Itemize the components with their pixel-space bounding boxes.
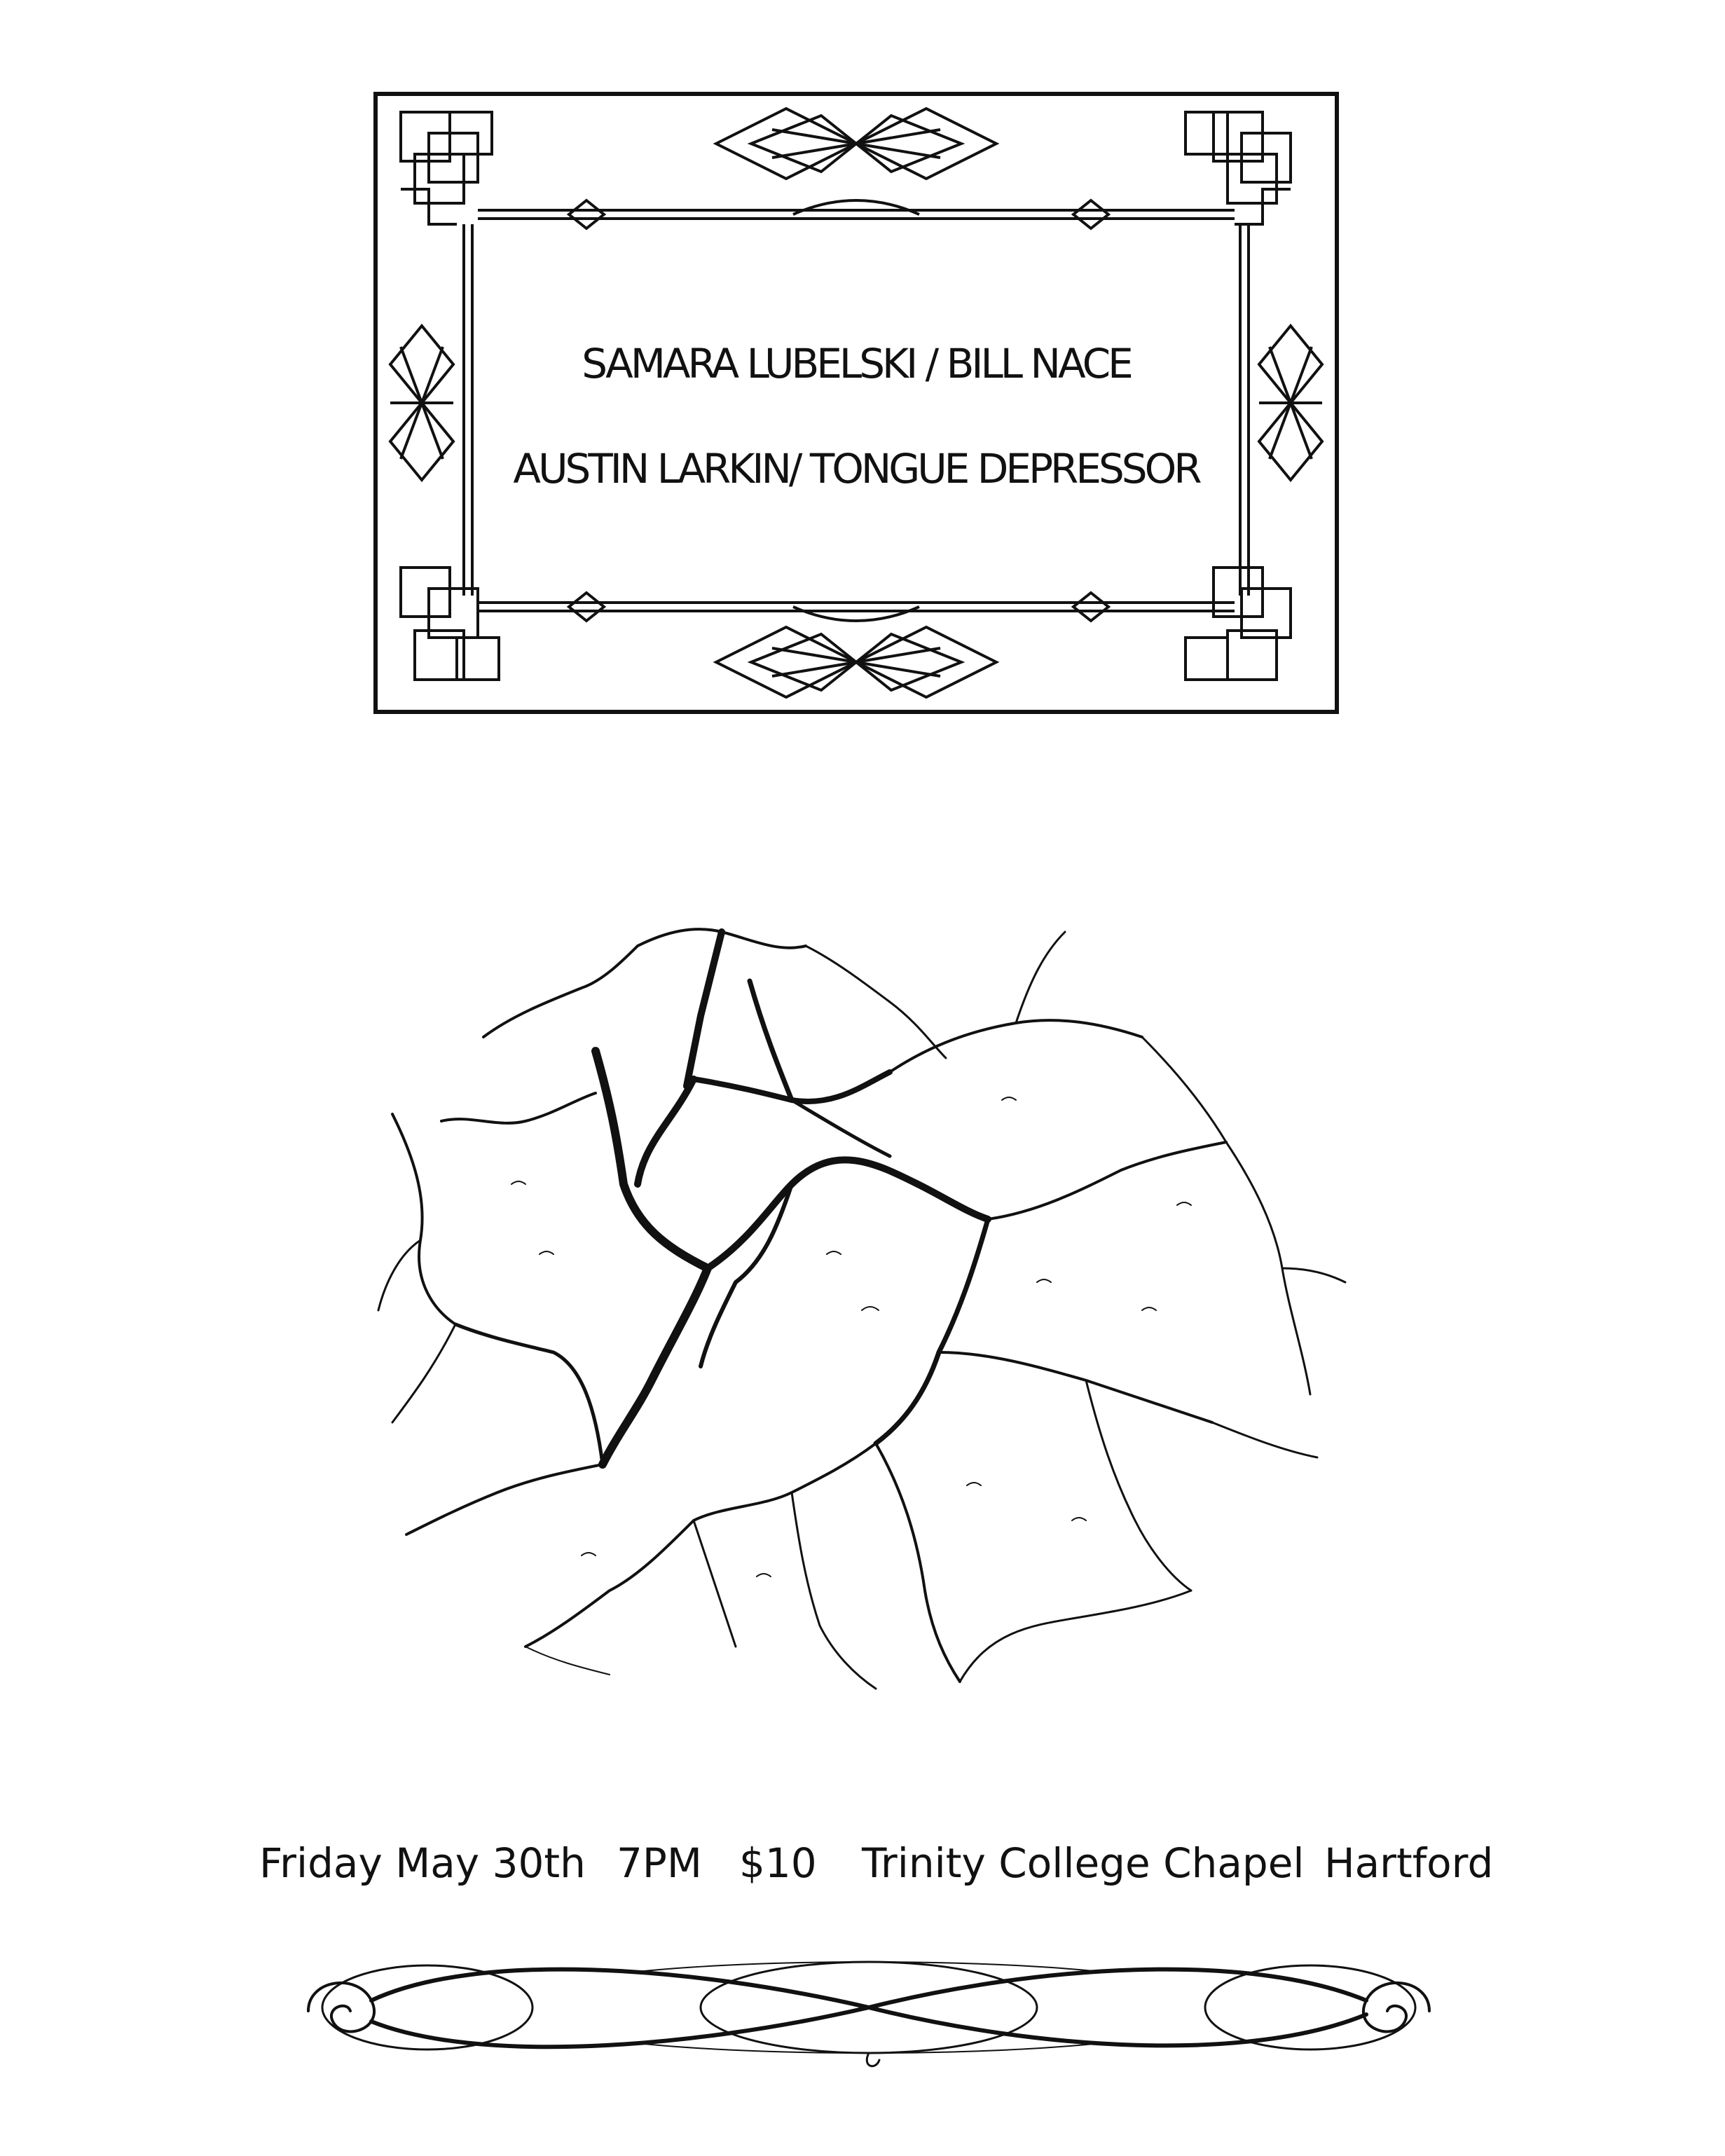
- event-time: 7PM: [617, 1839, 702, 1887]
- celtic-knot-frame-icon: [373, 91, 1340, 715]
- event-city: Hartford: [1324, 1839, 1494, 1887]
- event-price: $10: [739, 1839, 817, 1887]
- cracked-earth-illustration: [371, 890, 1352, 1696]
- event-info: [259, 1839, 1494, 1902]
- event-date: Friday May 30th: [259, 1839, 586, 1887]
- act-line-1: SAMARA LUBELSKI / BILL NACE: [582, 340, 1131, 387]
- celtic-knot-frame: [373, 91, 1340, 715]
- act-line-2: AUSTIN LARKIN/ TONGUE DEPRESSOR: [513, 445, 1200, 493]
- event-venue: Trinity College Chapel: [862, 1839, 1305, 1887]
- scroll-flourish-icon: [266, 1944, 1471, 2071]
